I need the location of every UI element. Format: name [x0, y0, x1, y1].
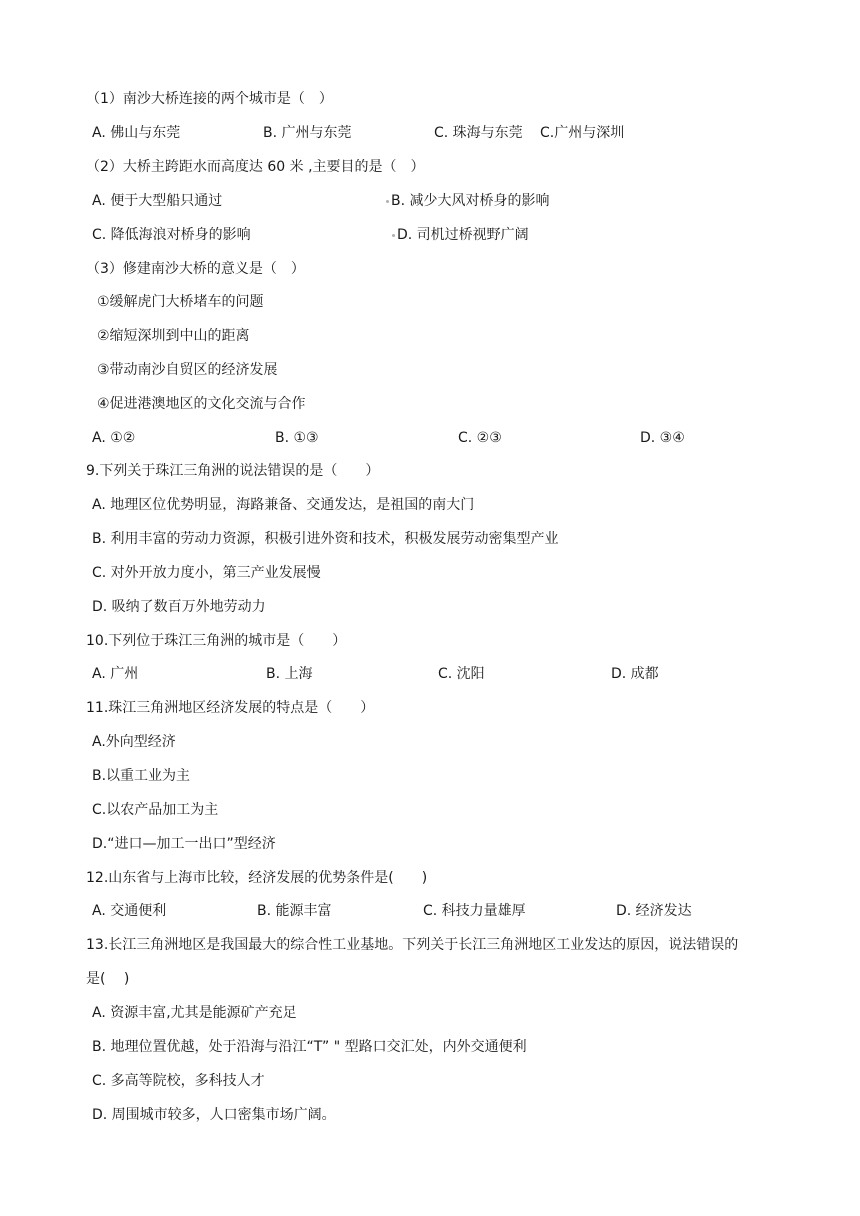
q8-sub3-statement-4: ④促进港澳地区的文化交流与合作	[97, 396, 306, 412]
q9-option-c: C. 对外开放力度小，第三产业发展慢	[92, 565, 321, 581]
q8-sub3-statement-2: ②缩短深圳到中山的距离	[97, 328, 250, 344]
q8-sub2-option-c: C. 降低海浪对桥身的影响	[92, 227, 251, 243]
option-marker-dot	[386, 200, 389, 203]
q12-stem: 12.山东省与上海市比较，经济发展的优势条件是( )	[86, 870, 428, 886]
q11-option-c: C.以农产品加工为主	[92, 802, 219, 818]
q12-option-c: C. 科技力量雄厚	[423, 903, 526, 919]
q10-option-b: B. 上海	[266, 666, 313, 682]
q8-sub3-stem: （3）修建南沙大桥的意义是（ ）	[86, 261, 305, 277]
option-marker-dot	[392, 234, 395, 237]
q11-option-d: D.“进口—加工一出口”型经济	[92, 836, 276, 852]
q12-option-d: D. 经济发达	[616, 903, 692, 919]
q10-option-c: C. 沈阳	[438, 666, 485, 682]
q8-sub3-statement-1: ①缓解虎门大桥堵车的问题	[97, 294, 264, 310]
q8-sub2-option-d: D. 司机过桥视野广阔	[397, 227, 529, 243]
q11-stem: 11.珠江三角洲地区经济发展的特点是（ ）	[86, 700, 375, 716]
q12-option-b: B. 能源丰富	[257, 903, 332, 919]
q9-option-b: B. 利用丰富的劳动力资源，积极引进外资和技术，积极发展劳动密集型产业	[92, 531, 559, 547]
q9-option-d: D. 吸纳了数百万外地劳动力	[92, 599, 266, 615]
q9-option-a: A. 地理区位优势明显，海路兼备、交通发达，是祖国的南大门	[92, 497, 475, 513]
q8-sub1-stem: （1）南沙大桥连接的两个城市是（ ）	[86, 91, 333, 107]
q8-sub3-option-a: A. ①②	[92, 430, 136, 446]
q10-stem: 10.下列位于珠江三角洲的城市是（ ）	[86, 633, 347, 649]
q8-sub1-option-b: B. 广州与东莞	[263, 125, 352, 141]
q13-option-b: B. 地理位置优越，处于沿海与沿江“T” " 型路口交汇处，内外交通便利	[92, 1039, 527, 1055]
q10-option-d: D. 成都	[611, 666, 659, 682]
q11-option-b: B.以重工业为主	[92, 768, 191, 784]
q8-sub3-statement-3: ③带动南沙自贸区的经济发展	[97, 362, 278, 378]
q8-sub2-stem: （2）大桥主跨距水而高度达 60 米 ,主要目的是（ ）	[86, 159, 425, 175]
q13-option-d: D. 周围城市较多，人口密集市场广阔。	[92, 1107, 336, 1123]
q8-sub3-option-c: C. ②③	[458, 430, 502, 446]
q13-stem-line-1: 13.长江三角洲地区是我国最大的综合性工业基地。下列关于长江三角洲地区工业发达的原因，说法错误的	[86, 937, 739, 953]
q8-sub2-option-a: A. 便于大型船只通过	[92, 193, 223, 209]
q10-option-a: A. 广州	[92, 666, 139, 682]
q11-option-a: A.外向型经济	[92, 734, 176, 750]
q8-sub1-option-a: A. 佛山与东莞	[92, 125, 181, 141]
q13-option-a: A. 资源丰富,尤其是能源矿产充足	[92, 1005, 297, 1021]
q12-option-a: A. 交通便利	[92, 903, 167, 919]
q8-sub3-option-d: D. ③④	[640, 430, 685, 446]
q13-option-c: C. 多高等院校，多科技人才	[92, 1073, 265, 1089]
q8-sub2-option-b: B. 减少大风对桥身的影响	[391, 193, 550, 209]
q8-sub3-option-b: B. ①③	[275, 430, 319, 446]
q13-stem-line-2: 是( )	[86, 971, 130, 987]
q8-sub1-option-d: C.广州与深圳	[540, 125, 625, 141]
q8-sub1-option-c: C. 珠海与东莞	[434, 125, 523, 141]
q9-stem: 9.下列关于珠江三角洲的说法错误的是（ ）	[86, 463, 380, 479]
